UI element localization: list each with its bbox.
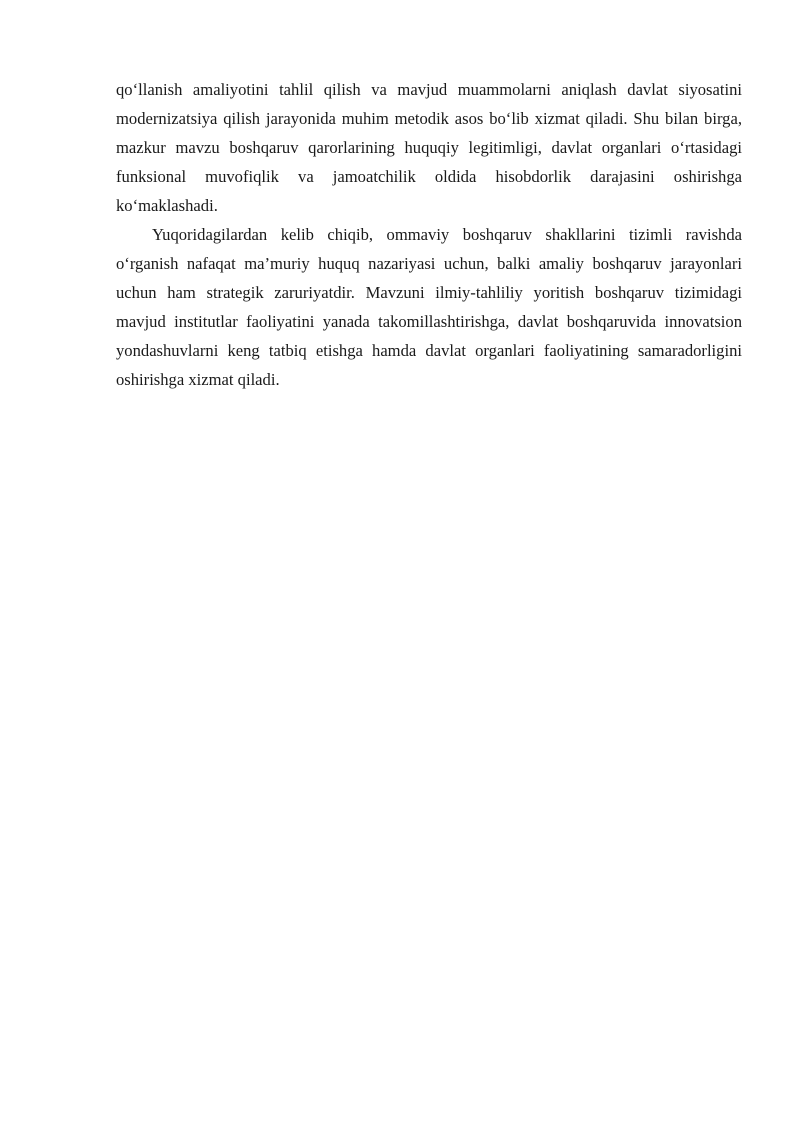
paragraph-conclusion: Yuqoridagilardan kelib chiqib, ommaviy boshqaruv shakllarini tizimli ravishda o‘rganish nafaqat ma’muriy huquq nazariyasi uchun, balki amaliy boshqaruv jarayonlari uchun ham strategik zaruriyatdir. Mavzuni ilmiy-tahliliy yoritish boshqaruv tizimidagi mavjud institutlar faoliyatini yanada takomillashtirishga, davlat boshqaruvida innovatsion yondashuvlarni keng tatbiq etishga hamda davlat organlari faoliyatining samaradorligini oshirishga xizmat qiladi. [116,225,742,389]
paragraph-continued: qo‘llanish amaliyotini tahlil qilish va mavjud muammolarni aniqlash davlat siyosatini modernizatsiya qilish jarayonida muhim metodik asos bo‘lib xizmat qiladi. Shu bilan birga, mazkur mavzu boshqaruv qarorlarining huquqiy legitimligi, davlat organlari o‘rtasidagi funksional muvofiqlik va jamoatchilik oldida hisobdorlik darajasini oshirishga ko‘maklashadi. [116,80,742,215]
body-text [116,75,742,394]
